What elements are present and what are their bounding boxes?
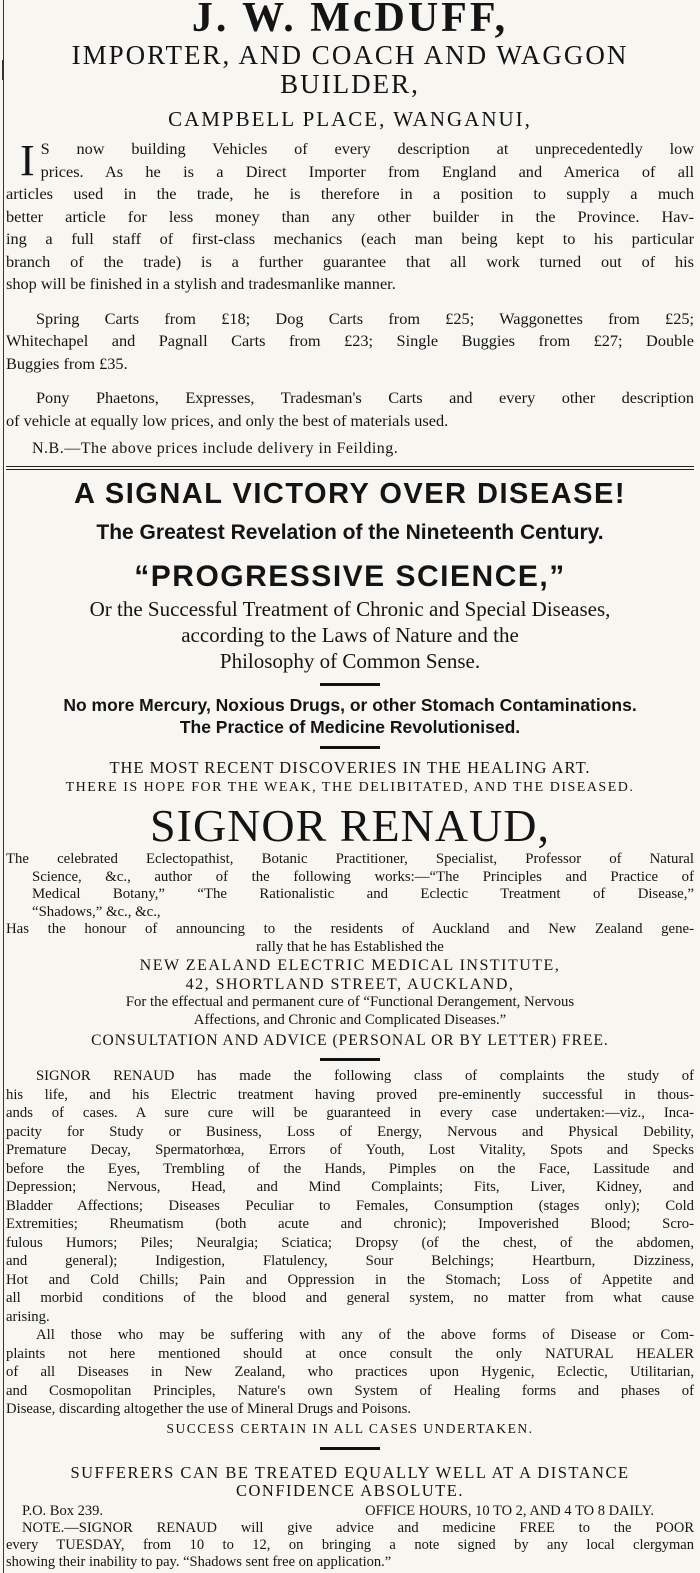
consultation-free: CONSULTATION AND ADVICE (PERSONAL OR BY LETTER) FREE. bbox=[91, 1032, 609, 1049]
line: Pony Phaetons, Expresses, Tradesman's Carts and every other description bbox=[36, 388, 694, 407]
short-rule bbox=[320, 1447, 380, 1450]
line: Bladder Affections; Diseases Peculiar to Females, Consumption (stages only); Cold bbox=[6, 1197, 694, 1214]
mcduff-place: CAMPBELL PLACE, WANGANUI, bbox=[168, 107, 532, 131]
line: For the effectual and permanent cure of “Functional Derangement, Nervous bbox=[125, 994, 575, 1010]
contact-row bbox=[6, 1502, 694, 1520]
mcduff-paragraph-3 bbox=[6, 387, 694, 432]
mcduff-advertisement bbox=[6, 0, 694, 460]
line: Disease, discarding altogether the use of Mineral Drugs and Poisons. bbox=[6, 1401, 412, 1417]
sufferers-line-1: SUFFERERS CAN BE TREATED EQUALLY WELL AT A DISTANCE bbox=[70, 1462, 630, 1482]
line: his life, and his Electric treatment having proved pre-eminently successful in thous- bbox=[6, 1086, 694, 1103]
line: plaints not here mentioned should at once consult the only NATURAL HEALER bbox=[6, 1345, 694, 1362]
line: before the Eyes, Trembling of the Hands, Pimples on the Face, Lassitude and bbox=[6, 1160, 694, 1177]
line: Spring Carts from £18; Dog Carts from £25; Waggonettes from £25; bbox=[36, 308, 694, 328]
line: “Shadows,” &c., &c., bbox=[32, 903, 161, 920]
column-rule bbox=[3, 0, 4, 1573]
line: Science, &c., author of the following works:—“The Principles and Practice of bbox=[32, 868, 694, 885]
mcduff-subtitle-2: BUILDER, bbox=[280, 69, 420, 99]
line: Affections, and Chronic and Complicated Diseases.” bbox=[193, 1011, 507, 1028]
line: better article for less money than any other builder in the Province. Hav- bbox=[6, 206, 694, 226]
mcduff-prices bbox=[6, 308, 694, 376]
line: Whitechapel and Pagnall Carts from £23; Single Buggies from £27; Double bbox=[6, 331, 694, 350]
progressive-science-title: “PROGRESSIVE SCIENCE,” bbox=[134, 560, 566, 593]
line: Philosophy of Common Sense. bbox=[219, 649, 481, 673]
line: arising. bbox=[6, 1308, 50, 1325]
line: SIGNOR RENAUD has made the following class of complaints the study of bbox=[36, 1068, 694, 1084]
all-those-paragraph bbox=[6, 1326, 694, 1419]
dropcap: I bbox=[20, 136, 35, 185]
short-rule bbox=[320, 746, 380, 749]
line: Extremities; Rheumatism (both acute and chronic); Impoverished Blood; Scro- bbox=[6, 1216, 694, 1232]
line: of all Diseases in New Zealand, who practices upon Hygenic, Eclectic, Utilitarian, bbox=[6, 1364, 694, 1380]
mcduff-name: J. W. McDUFF, bbox=[191, 0, 509, 41]
line: according to the Laws of Nature and the bbox=[181, 623, 519, 647]
line: and general); Indigestion, Flatulency, Sour Belchings; Heartburn, Dizziness, bbox=[6, 1253, 694, 1269]
cure-statement bbox=[6, 994, 694, 1029]
recent-discoveries: THE MOST RECENT DISCOVERIES IN THE HEALING ART. bbox=[109, 758, 591, 777]
line: Premature Decay, Spermatorhœa, Errors of Youth, Lost Vitality, Spots and Specks bbox=[6, 1142, 694, 1158]
line: showing their inability to pay. “Shadows sent free on application.” bbox=[6, 1553, 392, 1570]
revolutionised: The Practice of Medicine Revolutionised. bbox=[179, 717, 521, 737]
no-more-drugs: No more Mercury, Noxious Drugs, or other Stomach Contaminations. bbox=[63, 695, 637, 715]
institute-name: NEW ZEALAND ELECTRIC MEDICAL INSTITUTE, bbox=[139, 957, 561, 974]
line: Depression; Nervous, Head, and Mind Complaints; Fits, Liver, Kidney, and bbox=[6, 1179, 694, 1195]
line: all morbid conditions of the blood and general system, no matter from what cause bbox=[6, 1290, 694, 1306]
headline: A SIGNAL VICTORY OVER DISEASE! bbox=[73, 478, 627, 510]
po-box: P.O. Box 239. bbox=[22, 1502, 103, 1519]
mcduff-subtitle-1: IMPORTER, AND COACH AND WAGGON bbox=[71, 40, 629, 70]
advertisement-column bbox=[6, 0, 694, 1571]
line: Has the honour of announcing to the residents of Auckland and New Zealand gene- bbox=[6, 921, 694, 937]
sufferers-line-2: CONFIDENCE ABSOLUTE. bbox=[235, 1480, 464, 1500]
subheadline: The Greatest Revelation of the Nineteenth Century. bbox=[96, 521, 604, 544]
line: Hot and Cold Chills; Pain and Oppression in the Stomach; Loss of Appetite and bbox=[6, 1271, 694, 1288]
line: Medical Botany,” “The Rationalistic and Eclectic Treatment of Disease,” bbox=[32, 886, 694, 902]
short-rule bbox=[320, 683, 380, 686]
line: ands of cases. A sure cure will be guaranteed in every case undertaken:—viz., Inca- bbox=[6, 1105, 694, 1121]
line: S now building Vehicles of every description at unprecedentedly low bbox=[40, 139, 694, 158]
subtitle bbox=[6, 596, 694, 674]
line: of vehicle at equally low prices, and only the best of materials used. bbox=[6, 410, 449, 430]
line: NOTE.—SIGNOR RENAUD will give advice and medicine FREE to the POOR bbox=[22, 1519, 694, 1536]
line: rally that he has Established the bbox=[256, 938, 444, 955]
mcduff-paragraph-1 bbox=[6, 138, 694, 296]
celebrated-credentials bbox=[6, 851, 694, 956]
line: ing a full staff of first-class mechanics (each man being kept to his particular bbox=[6, 229, 694, 248]
line: Buggies from £35. bbox=[6, 353, 128, 373]
hope-line: THERE IS HOPE FOR THE WEAK, THE DELIBITATED, AND THE DISEASED. bbox=[65, 780, 635, 795]
line: pacity for Study or Business, Loss of Energy, Nervous and Physical Debility, bbox=[6, 1123, 694, 1140]
institute-address: 42, SHORTLAND STREET, AUCKLAND, bbox=[185, 976, 515, 993]
office-hours: OFFICE HOURS, 10 TO 2, AND 4 TO 8 DAILY. bbox=[365, 1502, 654, 1519]
line: and Cosmopolitan Principles, Nature's own System of Healing forms and phases of bbox=[6, 1382, 694, 1399]
line: The celebrated Eclectopathist, Botanic Practitioner, Specialist, Professor of Natural bbox=[6, 851, 694, 867]
renaud-advertisement bbox=[6, 476, 694, 1571]
complaints-paragraph bbox=[6, 1067, 694, 1326]
short-rule bbox=[320, 1058, 380, 1061]
line: branch of the trade) is a further guarantee that all work turned out of his bbox=[6, 251, 694, 271]
mcduff-nb: N.B.—The above prices include delivery in Feilding. bbox=[32, 440, 399, 457]
column-rule-mark bbox=[2, 60, 3, 80]
line: shop will be finished in a stylish and tradesmanlike manner. bbox=[6, 274, 396, 293]
signor-renaud-name: SIGNOR RENAUD, bbox=[150, 800, 550, 851]
line: fulous Humors; Piles; Neuralgia; Sciatica; Dropsy (of the chest, of the abdomen, bbox=[6, 1234, 694, 1251]
line: every TUESDAY, from 10 to 12, on bringing a note signed by any local clergyman bbox=[6, 1536, 694, 1553]
line: All those who may be suffering with any of the above forms of Disease or Com- bbox=[36, 1327, 694, 1343]
line: Or the Successful Treatment of Chronic and Special Diseases, bbox=[89, 597, 611, 621]
note-paragraph bbox=[6, 1520, 694, 1571]
success-certain: SUCCESS CERTAIN IN ALL CASES UNDERTAKEN. bbox=[166, 1420, 534, 1436]
section-divider bbox=[6, 466, 694, 470]
line: articles used in the trade, he is therefore in a position to supply a much bbox=[6, 184, 694, 203]
line: prices. As he is a Direct Importer from England and America of all bbox=[40, 161, 694, 181]
